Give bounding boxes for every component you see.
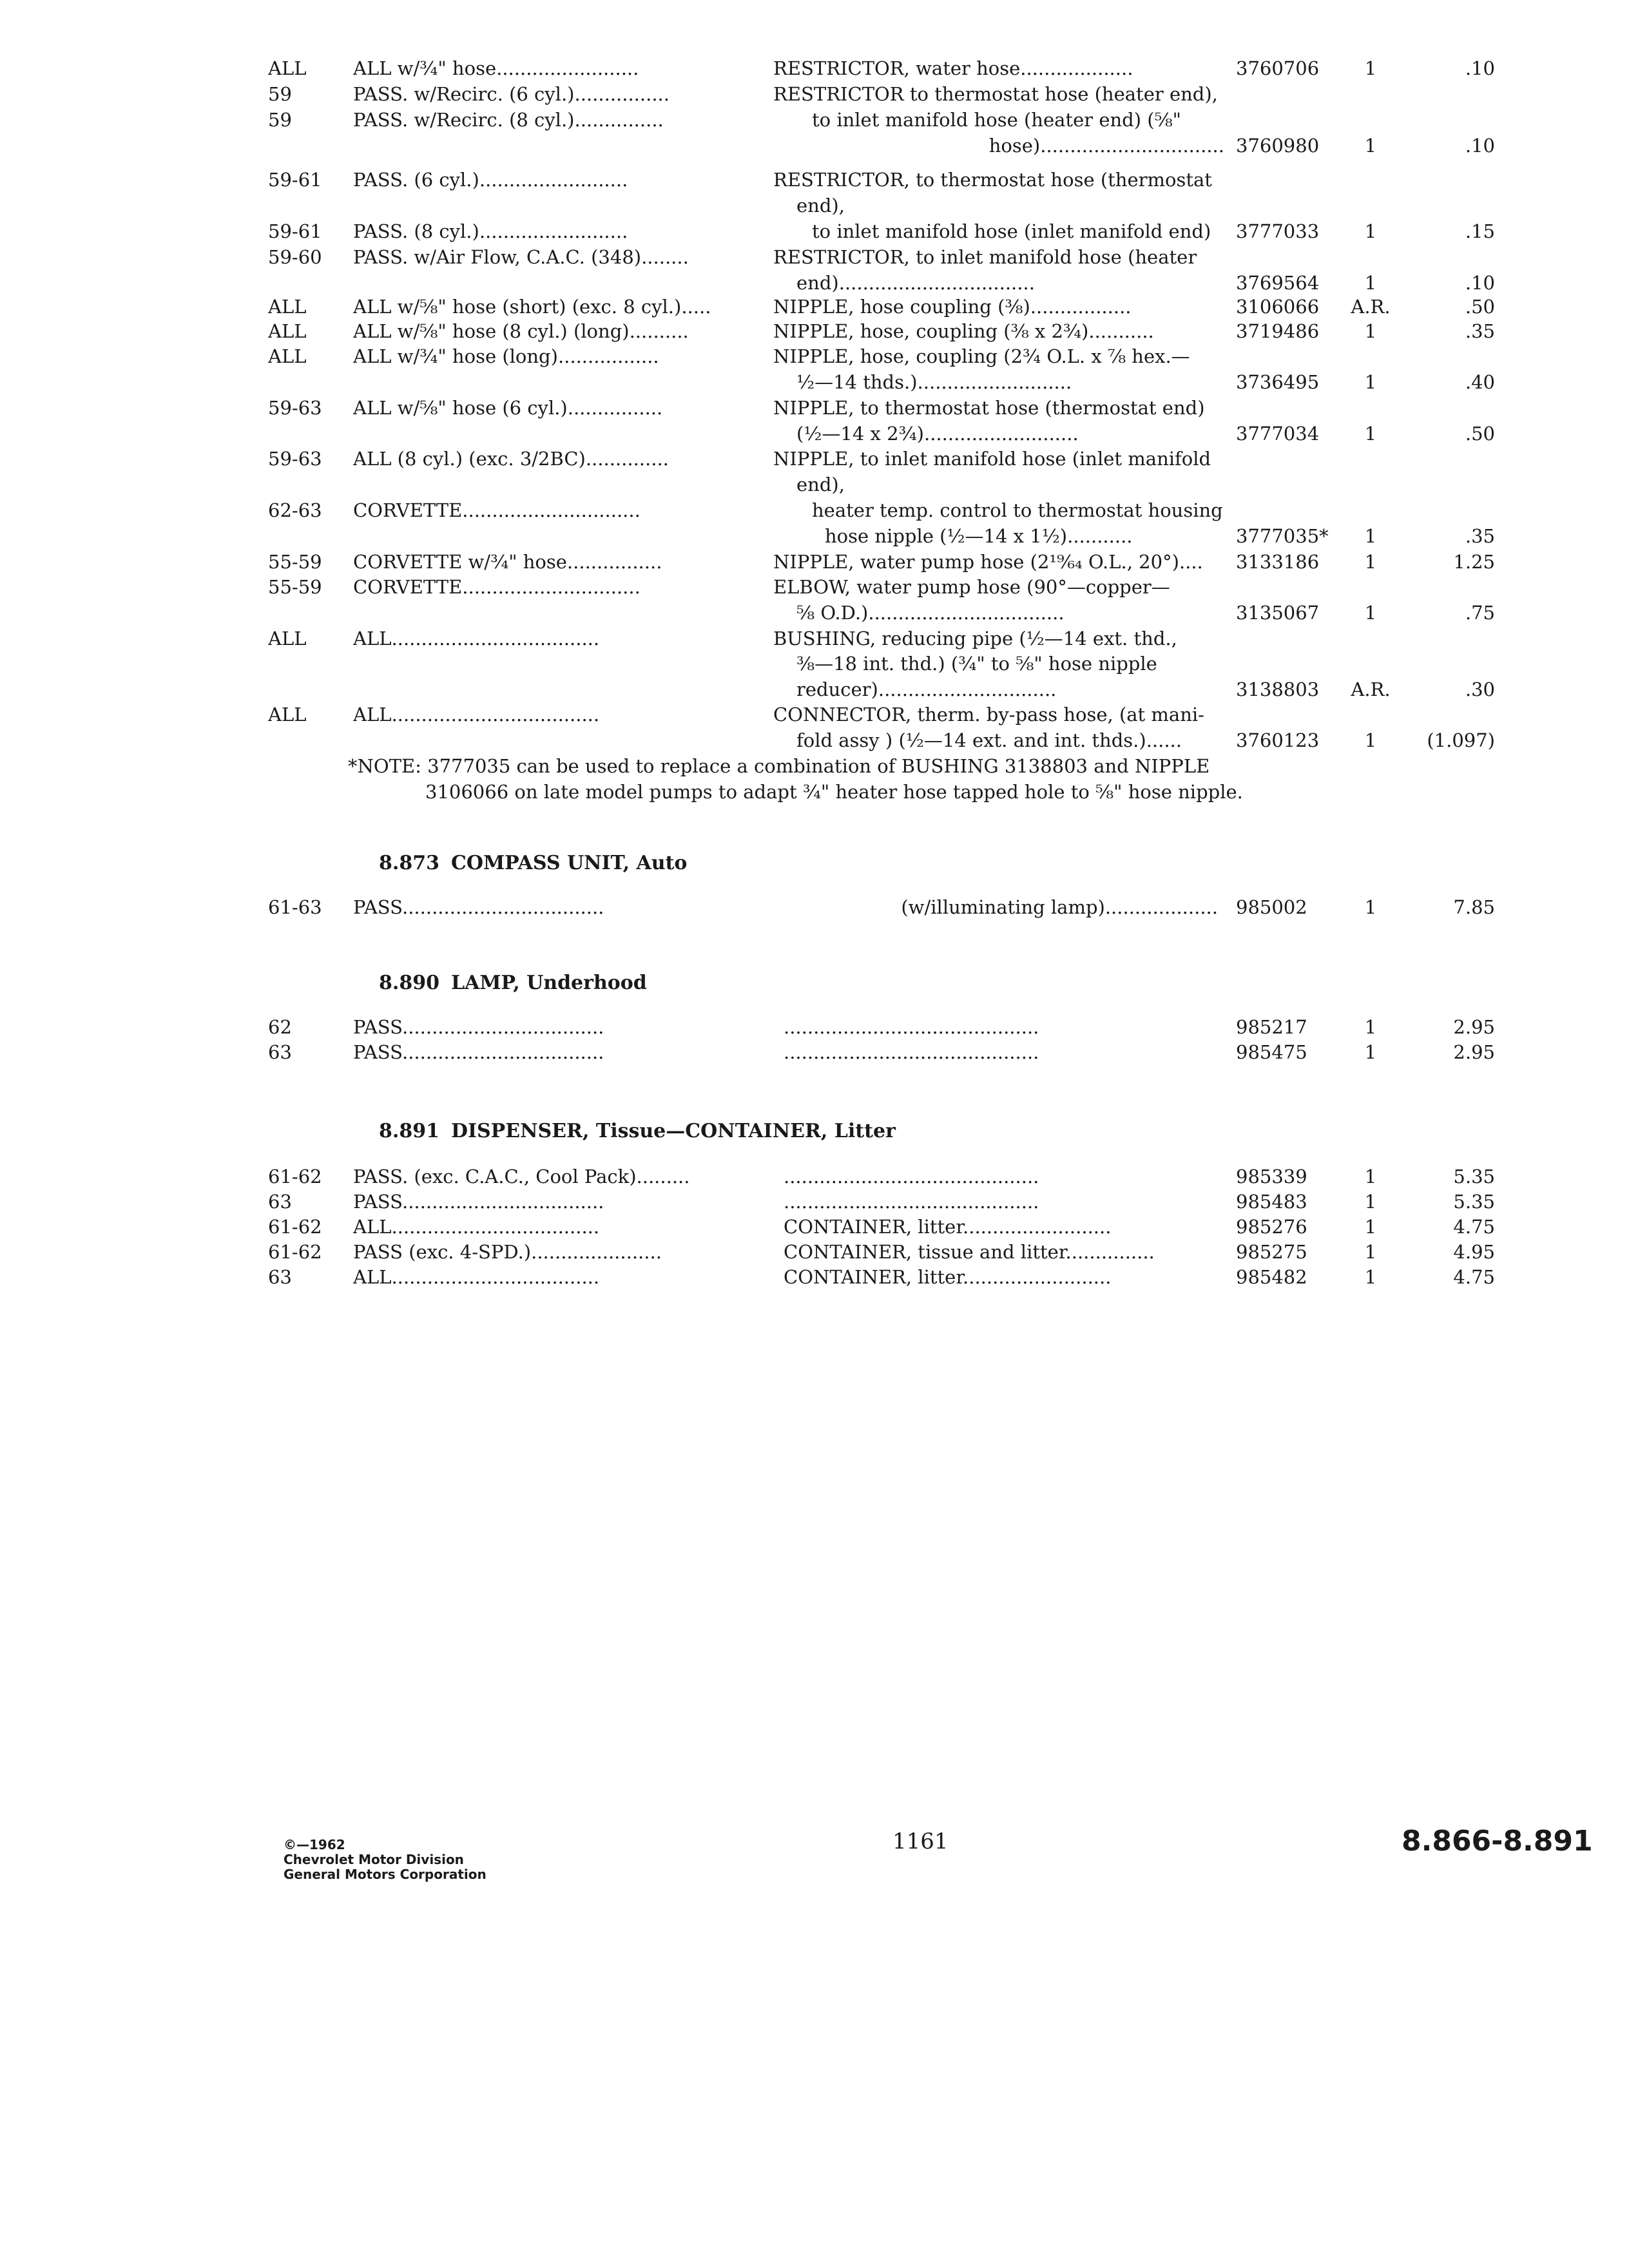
table-row	[0, 1014, 1629, 1040]
section-number: 8.890	[379, 972, 439, 994]
table-row	[0, 574, 1629, 600]
model-cell: PASS..................................	[353, 896, 604, 918]
section-title: LAMP, Underhood	[450, 972, 647, 994]
quantity-cell: 1	[1364, 371, 1377, 393]
description-cell: CONTAINER, tissue and litter...............	[784, 1241, 1155, 1263]
description-cell: ⅜—18 int. thd.) (¾" to ⅝" hose nipple	[796, 653, 1157, 675]
price-cell: 7.85	[1453, 896, 1495, 918]
price-cell: .75	[1465, 602, 1495, 624]
description-cell: heater temp. control to thermostat housing	[812, 499, 1223, 521]
part-number-cell: 3777033	[1236, 220, 1320, 242]
year-cell: ALL	[268, 320, 307, 342]
price-cell: .10	[1465, 135, 1495, 157]
part-number-cell: 985482	[1236, 1266, 1307, 1288]
footnote-line-2: 3106066 on late model pumps to adapt ¾" heater hose tapped hole to ⅝" hose nipple.	[425, 781, 1243, 803]
description-cell: ELBOW, water pump hose (90°—copper—	[773, 576, 1170, 598]
description-cell: CONTAINER, litter.........................	[784, 1266, 1112, 1288]
table-row	[0, 677, 1629, 702]
model-cell: ALL w/⅝" hose (8 cyl.) (long)..........	[353, 320, 689, 342]
description-cell: (½—14 x 2¾)..........................	[796, 423, 1079, 445]
model-cell: PASS..................................	[353, 1041, 604, 1063]
table-row	[0, 446, 1629, 472]
year-cell: 61-62	[268, 1241, 322, 1263]
description-cell: RESTRICTOR, water hose...................	[773, 57, 1133, 79]
part-number-cell: 3760123	[1236, 729, 1320, 751]
table-row	[0, 1214, 1629, 1240]
quantity-cell: 1	[1364, 423, 1377, 445]
quantity-cell: 1	[1364, 1241, 1377, 1263]
table-row	[0, 497, 1629, 523]
description-cell: ...........................................	[784, 1166, 1039, 1187]
year-cell: 55-59	[268, 551, 322, 573]
part-number-cell: 3719486	[1236, 320, 1320, 342]
model-cell: ALL...................................	[353, 704, 600, 726]
year-cell: 63	[268, 1041, 292, 1063]
description-cell: NIPPLE, hose, coupling (⅜ x 2¾)...........	[773, 320, 1154, 342]
model-cell: PASS. (6 cyl.).........................	[353, 169, 628, 191]
price-cell: 4.95	[1453, 1241, 1495, 1263]
table-row	[0, 167, 1629, 193]
section-number: 8.873	[379, 852, 439, 874]
model-cell: CORVETTE..............................	[353, 576, 641, 598]
quantity-cell: 1	[1364, 896, 1377, 918]
part-number-cell: 985276	[1236, 1216, 1307, 1238]
table-row	[0, 549, 1629, 575]
part-number-cell: 3769564	[1236, 272, 1320, 294]
year-cell: ALL	[268, 345, 307, 367]
description-cell: CONNECTOR, therm. by-pass hose, (at mani-	[773, 704, 1204, 726]
table-row	[0, 1239, 1629, 1265]
table-row	[0, 343, 1629, 369]
part-number-cell: 985475	[1236, 1041, 1307, 1063]
model-cell: PASS. w/Recirc. (6 cyl.)................	[353, 83, 670, 105]
table-row	[0, 421, 1629, 447]
quantity-cell: 1	[1364, 57, 1377, 79]
year-cell: ALL	[268, 296, 307, 318]
footnote-line-1: *NOTE: 3777035 can be used to replace a combination of BUSHING 3138803 and NIPPLE	[348, 755, 1210, 777]
price-cell: 2.95	[1453, 1016, 1495, 1038]
part-number-cell: 985002	[1236, 896, 1307, 918]
year-cell: 63	[268, 1266, 292, 1288]
table-row	[0, 894, 1629, 920]
quantity-cell: 1	[1364, 729, 1377, 751]
table-row	[0, 472, 1629, 497]
part-number-cell: 3736495	[1236, 371, 1320, 393]
model-cell: ALL (8 cyl.) (exc. 3/2BC)..............	[353, 448, 669, 470]
year-cell: 63	[268, 1191, 292, 1213]
price-cell: 5.35	[1453, 1166, 1495, 1187]
year-cell: 61-62	[268, 1216, 322, 1238]
model-cell: ALL w/⅝" hose (6 cyl.)................	[353, 397, 663, 419]
table-row	[0, 651, 1629, 677]
table-row	[0, 1039, 1629, 1065]
description-cell: reducer)..............................	[796, 678, 1057, 700]
quantity-cell: 1	[1364, 1191, 1377, 1213]
part-number-cell: 985275	[1236, 1241, 1307, 1263]
quantity-cell: 1	[1364, 1016, 1377, 1038]
model-cell: PASS. w/Recirc. (8 cyl.)...............	[353, 109, 664, 131]
table-row	[0, 702, 1629, 727]
price-cell: 4.75	[1453, 1266, 1495, 1288]
table-row	[0, 270, 1629, 296]
section-range: 8.866-8.891	[1402, 1825, 1593, 1858]
quantity-cell: 1	[1364, 135, 1377, 157]
quantity-cell: 1	[1364, 525, 1377, 547]
description-cell: ⅝ O.D.).................................	[796, 602, 1065, 624]
publisher-credit	[284, 1838, 487, 1882]
model-cell: PASS. (8 cyl.).........................	[353, 220, 628, 242]
year-cell: 59	[268, 109, 292, 131]
year-cell: 59-63	[268, 448, 322, 470]
year-cell: 59	[268, 83, 292, 105]
table-row	[0, 523, 1629, 549]
model-cell: PASS..................................	[353, 1191, 604, 1213]
description-cell: ...........................................	[784, 1191, 1039, 1213]
description-cell: to inlet manifold hose (heater end) (⅝"	[812, 109, 1182, 131]
year-cell: 62	[268, 1016, 292, 1038]
table-row	[0, 218, 1629, 244]
description-cell: NIPPLE, hose coupling (⅜).................	[773, 296, 1132, 318]
table-row	[0, 395, 1629, 421]
copyright-line: ©—1962	[284, 1837, 345, 1852]
model-cell: CORVETTE w/¾" hose................	[353, 551, 662, 573]
model-cell: PASS (exc. 4-SPD.)......................	[353, 1241, 662, 1263]
quantity-cell: 1	[1364, 320, 1377, 342]
table-row	[0, 193, 1629, 218]
quantity-cell: 1	[1364, 220, 1377, 242]
price-cell: .10	[1465, 57, 1495, 79]
part-number-cell: 3777034	[1236, 423, 1320, 445]
description-cell: NIPPLE, to inlet manifold hose (inlet manifold	[773, 448, 1211, 470]
description-cell: RESTRICTOR, to inlet manifold hose (heater	[773, 246, 1197, 268]
part-number-cell: 985217	[1236, 1016, 1307, 1038]
year-cell: 59-60	[268, 246, 322, 268]
year-cell: ALL	[268, 704, 307, 726]
description-cell: CONTAINER, litter.........................	[784, 1216, 1112, 1238]
part-number-cell: 3760980	[1236, 135, 1320, 157]
description-cell: ½—14 thds.)..........................	[796, 371, 1072, 393]
table-row	[0, 107, 1629, 133]
quantity-cell: 1	[1364, 1041, 1377, 1063]
quantity-cell: 1	[1364, 1266, 1377, 1288]
model-cell: ALL...................................	[353, 1266, 600, 1288]
year-cell: 55-59	[268, 576, 322, 598]
year-cell: 59-61	[268, 169, 322, 191]
part-number-cell: 3133186	[1236, 551, 1320, 573]
model-cell: PASS. w/Air Flow, C.A.C. (348)........	[353, 246, 689, 268]
table-row	[0, 600, 1629, 626]
year-cell: 59-61	[268, 220, 322, 242]
description-cell: hose nipple (½—14 x 1½)...........	[825, 525, 1133, 547]
year-cell: 59-63	[268, 397, 322, 419]
quantity-cell: 1	[1364, 602, 1377, 624]
price-cell: 5.35	[1453, 1191, 1495, 1213]
table-row	[0, 369, 1629, 395]
section-number: 8.891	[379, 1120, 439, 1142]
part-number-cell: 3135067	[1236, 602, 1320, 624]
model-cell: PASS..................................	[353, 1016, 604, 1038]
description-cell: NIPPLE, water pump hose (2¹⁹⁄₆₄ O.L., 20°)....	[773, 551, 1203, 573]
table-row	[0, 81, 1629, 107]
table-row	[0, 55, 1629, 81]
model-cell: ALL w/⅝" hose (short) (exc. 8 cyl.).....	[353, 296, 711, 318]
part-number-cell: 3777035*	[1236, 525, 1329, 547]
price-cell: (1.097)	[1427, 729, 1495, 751]
part-number-cell: 985339	[1236, 1166, 1307, 1187]
price-cell: .50	[1465, 423, 1495, 445]
price-cell: .35	[1465, 525, 1495, 547]
table-row	[0, 318, 1629, 344]
part-number-cell: 3106066	[1236, 296, 1320, 318]
description-cell: NIPPLE, to thermostat hose (thermostat end)	[773, 397, 1205, 419]
quantity-cell: 1	[1364, 272, 1377, 294]
table-row	[0, 727, 1629, 753]
description-cell: (w/illuminating lamp)...................	[901, 896, 1218, 918]
division-line: Chevrolet Motor Division	[284, 1852, 464, 1867]
model-cell: CORVETTE..............................	[353, 499, 641, 521]
description-cell: hose)...............................	[988, 135, 1224, 157]
description-cell: end).................................	[796, 272, 1035, 294]
model-cell: ALL w/¾" hose (long).................	[353, 345, 659, 367]
description-cell: NIPPLE, hose, coupling (2¾ O.L. x ⅞ hex.—	[773, 345, 1190, 367]
year-cell: ALL	[268, 628, 307, 649]
section-title: COMPASS UNIT, Auto	[450, 852, 688, 874]
year-cell: 61-62	[268, 1166, 322, 1187]
description-cell: ...........................................	[784, 1041, 1039, 1063]
price-cell: 2.95	[1453, 1041, 1495, 1063]
corporation-line: General Motors Corporation	[284, 1867, 487, 1882]
description-cell: ...........................................	[784, 1016, 1039, 1038]
quantity-cell: A.R.	[1351, 678, 1391, 700]
model-cell: ALL...................................	[353, 628, 600, 649]
price-cell: 1.25	[1453, 551, 1495, 573]
description-cell: RESTRICTOR to thermostat hose (heater end),	[773, 83, 1218, 105]
quantity-cell: 1	[1364, 1216, 1377, 1238]
year-cell: 61-63	[268, 896, 322, 918]
price-cell: .15	[1465, 220, 1495, 242]
price-cell: .30	[1465, 678, 1495, 700]
table-row	[0, 1264, 1629, 1290]
price-cell: .40	[1465, 371, 1495, 393]
quantity-cell: 1	[1364, 1166, 1377, 1187]
description-cell: BUSHING, reducing pipe (½—14 ext. thd.,	[773, 628, 1177, 649]
section-heading	[379, 1120, 896, 1142]
part-number-cell: 985483	[1236, 1191, 1307, 1213]
description-cell: RESTRICTOR, to thermostat hose (thermostat	[773, 169, 1212, 191]
price-cell: .50	[1465, 296, 1495, 318]
description-cell: end),	[796, 474, 845, 495]
quantity-cell: A.R.	[1351, 296, 1391, 318]
section-heading	[379, 852, 687, 874]
table-row	[0, 133, 1629, 159]
year-cell: ALL	[268, 57, 307, 79]
table-row	[0, 244, 1629, 270]
section-heading	[379, 972, 647, 994]
page-number: 1161	[892, 1829, 949, 1854]
model-cell: ALL w/¾" hose........................	[353, 57, 639, 79]
part-number-cell: 3138803	[1236, 678, 1320, 700]
table-row	[0, 294, 1629, 320]
price-cell: .10	[1465, 272, 1495, 294]
table-row	[0, 626, 1629, 651]
table-row	[0, 1164, 1629, 1189]
price-cell: .35	[1465, 320, 1495, 342]
model-cell: ALL...................................	[353, 1216, 600, 1238]
quantity-cell: 1	[1364, 551, 1377, 573]
year-cell: 62-63	[268, 499, 322, 521]
part-number-cell: 3760706	[1236, 57, 1320, 79]
model-cell: PASS. (exc. C.A.C., Cool Pack).........	[353, 1166, 690, 1187]
description-cell: end),	[796, 195, 845, 216]
table-row	[0, 1189, 1629, 1215]
price-cell: 4.75	[1453, 1216, 1495, 1238]
description-cell: to inlet manifold hose (inlet manifold end)	[812, 220, 1211, 242]
description-cell: fold assy ) (½—14 ext. and int. thds.)......	[796, 729, 1182, 751]
section-title: DISPENSER, Tissue—CONTAINER, Litter	[450, 1120, 896, 1142]
